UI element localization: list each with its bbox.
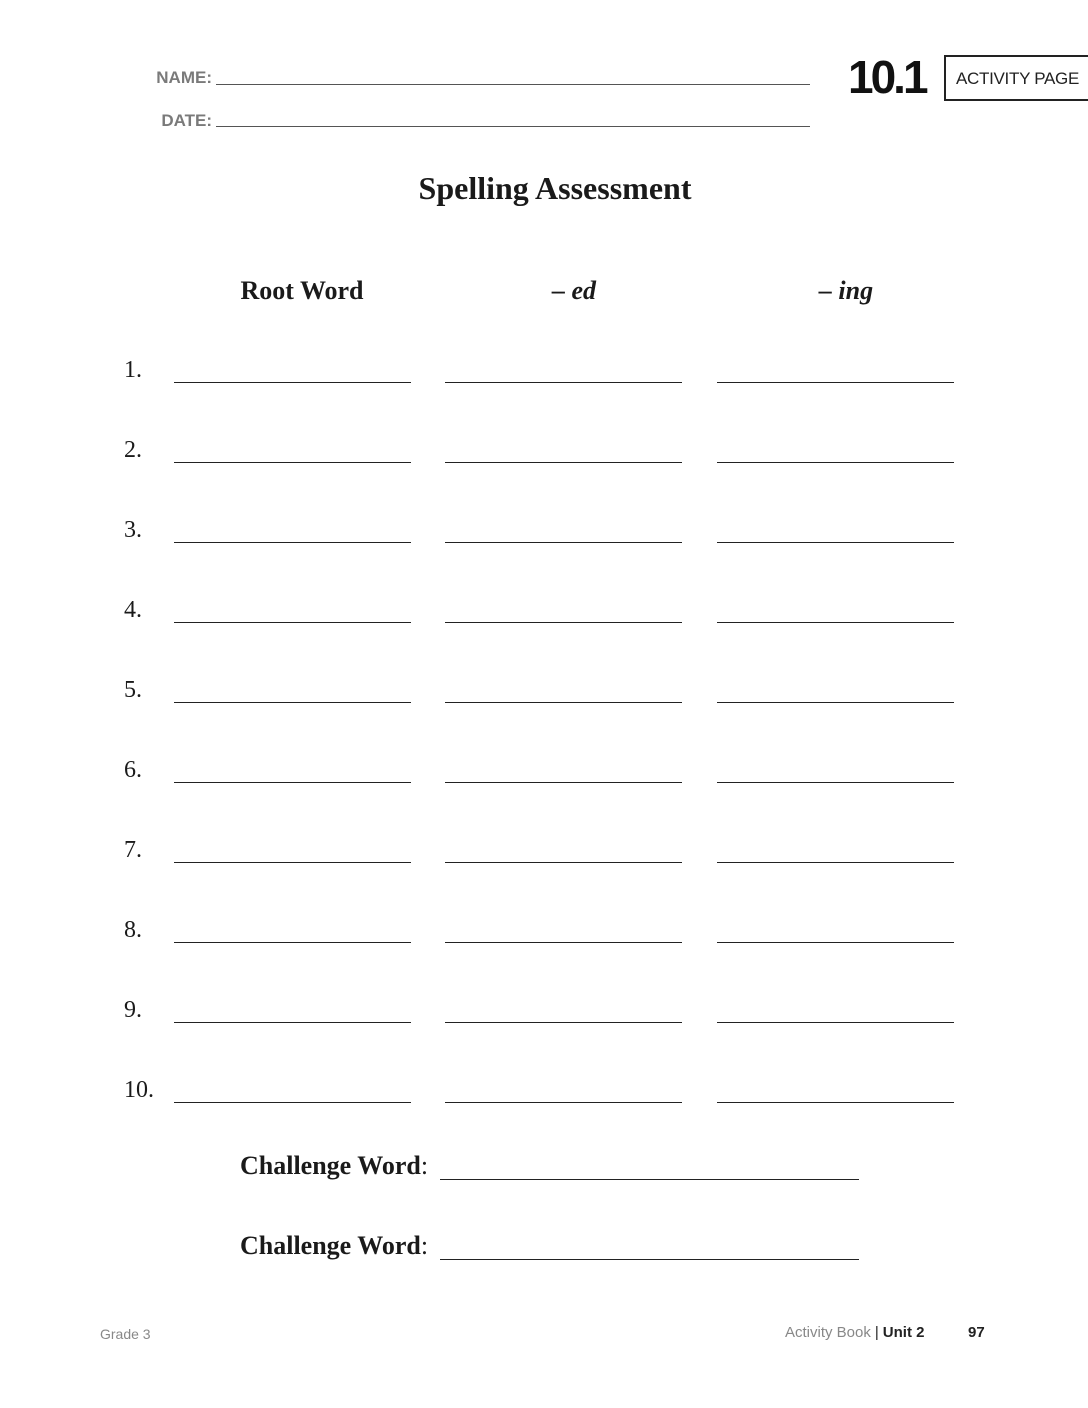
root-word-blank[interactable] bbox=[174, 542, 411, 543]
activity-number: 10.1 bbox=[848, 51, 926, 103]
root-word-blank[interactable] bbox=[174, 942, 411, 943]
footer-book-info bbox=[785, 1324, 924, 1342]
root-word-blank[interactable] bbox=[174, 382, 411, 383]
ing-blank[interactable] bbox=[717, 942, 954, 943]
ing-blank[interactable] bbox=[717, 1102, 954, 1103]
row-number: 4. bbox=[124, 597, 142, 623]
challenge-word-label-1 bbox=[240, 1151, 428, 1181]
ing-blank[interactable] bbox=[717, 702, 954, 703]
root-word-blank[interactable] bbox=[174, 1022, 411, 1023]
ed-blank[interactable] bbox=[445, 942, 682, 943]
ed-blank[interactable] bbox=[445, 542, 682, 543]
page-title: Spelling Assessment bbox=[418, 170, 692, 206]
challenge-colon-1: : bbox=[420, 1151, 429, 1180]
ed-blank[interactable] bbox=[445, 1102, 682, 1103]
ing-blank[interactable] bbox=[717, 1022, 954, 1023]
footer-book: Activity Book bbox=[785, 1324, 871, 1341]
ed-blank[interactable] bbox=[445, 622, 682, 623]
row-number: 7. bbox=[124, 837, 142, 863]
ing-blank[interactable] bbox=[717, 462, 954, 463]
row-number: 8. bbox=[124, 917, 142, 943]
ing-blank[interactable] bbox=[717, 382, 954, 383]
footer-grade: Grade 3 bbox=[100, 1326, 151, 1342]
root-word-blank[interactable] bbox=[174, 622, 411, 623]
ed-blank[interactable] bbox=[445, 782, 682, 783]
column-header-ing: – ing bbox=[818, 276, 874, 305]
row-number: 1. bbox=[124, 357, 142, 383]
date-line[interactable] bbox=[216, 126, 810, 127]
ed-blank[interactable] bbox=[445, 1022, 682, 1023]
name-line[interactable] bbox=[216, 84, 810, 85]
ing-blank[interactable] bbox=[717, 542, 954, 543]
challenge-word-blank-2[interactable] bbox=[440, 1259, 859, 1260]
row-number: 3. bbox=[124, 517, 142, 543]
footer-unit: Unit 2 bbox=[882, 1324, 925, 1341]
challenge-word-label-2 bbox=[240, 1231, 428, 1261]
root-word-blank[interactable] bbox=[174, 462, 411, 463]
row-number: 6. bbox=[124, 757, 142, 783]
root-word-blank[interactable] bbox=[174, 782, 411, 783]
challenge-word-text-2: Challenge Word bbox=[240, 1231, 421, 1260]
date-label: DATE: bbox=[161, 111, 212, 130]
name-label: NAME: bbox=[156, 68, 212, 87]
ing-blank[interactable] bbox=[717, 622, 954, 623]
row-number: 9. bbox=[124, 997, 142, 1023]
root-word-blank[interactable] bbox=[174, 702, 411, 703]
column-header-root-word: Root Word bbox=[240, 276, 364, 305]
challenge-word-blank-1[interactable] bbox=[440, 1179, 859, 1180]
ed-blank[interactable] bbox=[445, 702, 682, 703]
footer-page-number: 97 bbox=[968, 1324, 985, 1341]
challenge-colon-2: : bbox=[420, 1231, 429, 1260]
ing-blank[interactable] bbox=[717, 862, 954, 863]
ed-blank[interactable] bbox=[445, 462, 682, 463]
row-number: 5. bbox=[124, 677, 142, 703]
row-number: 2. bbox=[124, 437, 142, 463]
ing-blank[interactable] bbox=[717, 782, 954, 783]
ed-blank[interactable] bbox=[445, 862, 682, 863]
root-word-blank[interactable] bbox=[174, 1102, 411, 1103]
footer-separator: | bbox=[874, 1324, 879, 1341]
challenge-word-text-1: Challenge Word bbox=[240, 1151, 421, 1180]
activity-page-label: ACTIVITY PAGE bbox=[944, 55, 1088, 101]
ed-blank[interactable] bbox=[445, 382, 682, 383]
column-header-ed: – ed bbox=[551, 276, 597, 305]
root-word-blank[interactable] bbox=[174, 862, 411, 863]
row-number: 10. bbox=[124, 1077, 154, 1103]
